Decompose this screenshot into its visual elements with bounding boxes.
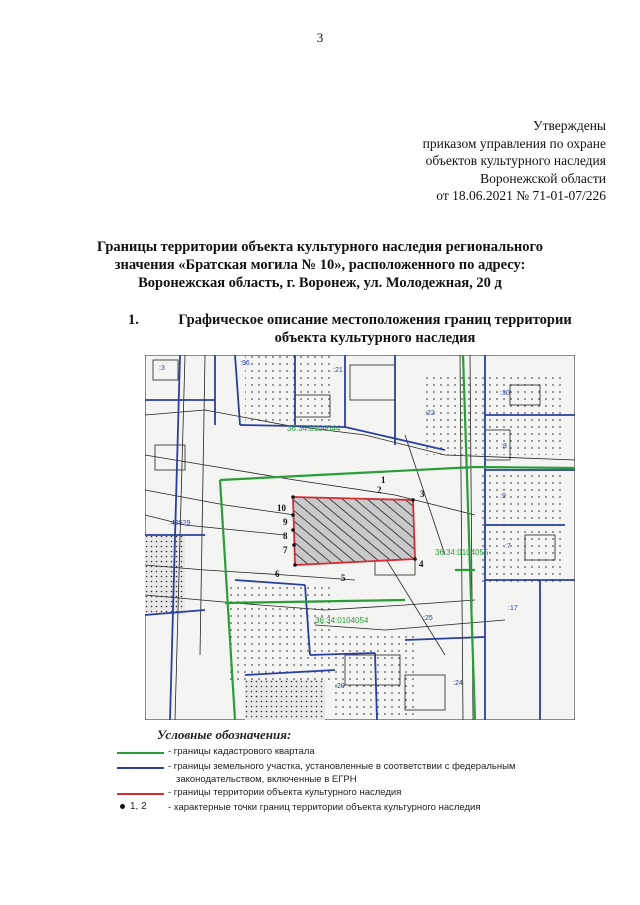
section-number: 1. xyxy=(128,312,139,328)
document-title xyxy=(40,238,600,292)
blue-line-swatch xyxy=(117,767,164,769)
approval-line: объектов культурного наследия xyxy=(425,153,606,168)
parcel-label: :7 xyxy=(505,543,511,550)
parcel-label: :3 xyxy=(159,365,165,372)
page-number: 3 xyxy=(316,30,324,45)
point-label: 7 xyxy=(283,545,288,555)
parcel-label: :42529 xyxy=(169,520,191,527)
title-line: значения «Братская могила № 10», расположенного по адресу: xyxy=(114,257,526,273)
point-label: 2 xyxy=(377,485,382,495)
cadastral-label: 36:34:0104055 xyxy=(435,548,489,557)
legend-item-heritage xyxy=(115,787,595,802)
legend-text: - границы земельного участка, установленные в соответствии с федеральным xyxy=(168,761,516,772)
section-title-line: объекта культурного наследия xyxy=(274,330,476,346)
point-label: 8 xyxy=(283,531,288,541)
point-label: 10 xyxy=(277,503,286,513)
title-line: Воронежская область, г. Воронеж, ул. Молодежная, 20 д xyxy=(138,275,502,291)
legend-text-continued: законодательством, включенные в ЕГРН xyxy=(176,774,357,785)
parcel-label: :25 xyxy=(423,615,433,622)
cadastral-map xyxy=(145,355,575,720)
point-label: 5 xyxy=(341,573,346,583)
parcel-label: :9 xyxy=(500,493,506,500)
cadastral-label: 36:34:0104044 xyxy=(287,424,341,433)
point-label: 1 xyxy=(381,475,386,485)
parcel-label: :21 xyxy=(333,367,343,374)
legend-item-cadastral xyxy=(115,746,595,761)
legend-text: - характерные точки границ территории объекта культурного наследия xyxy=(168,802,481,813)
cadastral-label: 36:34:0104054 xyxy=(315,616,369,625)
parcel-label: :24 xyxy=(453,680,463,687)
approval-line: от 18.06.2021 № 71-01-07/226 xyxy=(436,188,606,203)
approval-line: приказом управления по охране xyxy=(422,135,606,151)
green-line-swatch xyxy=(117,752,164,754)
dot-icon xyxy=(120,804,125,809)
point-marker-label: 1, 2 xyxy=(130,801,147,812)
point-label: 6 xyxy=(275,569,280,579)
parcel-label: :8 xyxy=(501,443,507,450)
legend-text: - границы территории объекта культурного наследия xyxy=(168,787,402,798)
parcel-label: :30 xyxy=(500,390,510,397)
legend-title: Условные обозначения: xyxy=(157,727,292,742)
red-line-swatch xyxy=(117,793,164,795)
section-title-line: Графическое описание местоположения границ территории xyxy=(178,312,572,328)
point-marker xyxy=(120,801,147,812)
approval-line: Утверждены xyxy=(533,118,606,133)
point-label: 3 xyxy=(420,489,425,499)
parcel-label: :96 xyxy=(240,360,250,367)
approval-block xyxy=(423,117,606,205)
point-label: 4 xyxy=(419,559,424,569)
title-line: Границы территории объекта культурного наследия регионального xyxy=(97,239,543,255)
map-legend xyxy=(115,727,595,817)
point-label: 9 xyxy=(283,517,288,527)
approval-line: Воронежской области xyxy=(480,170,606,186)
legend-item-points xyxy=(115,802,595,817)
legend-item-parcel xyxy=(115,761,595,787)
heritage-territory xyxy=(291,495,417,567)
parcel-label: :22 xyxy=(425,410,435,417)
parcel-label: :17 xyxy=(508,605,518,612)
parcel-label: :20 xyxy=(335,683,345,690)
legend-text: - границы кадастрового квартала xyxy=(168,746,315,757)
